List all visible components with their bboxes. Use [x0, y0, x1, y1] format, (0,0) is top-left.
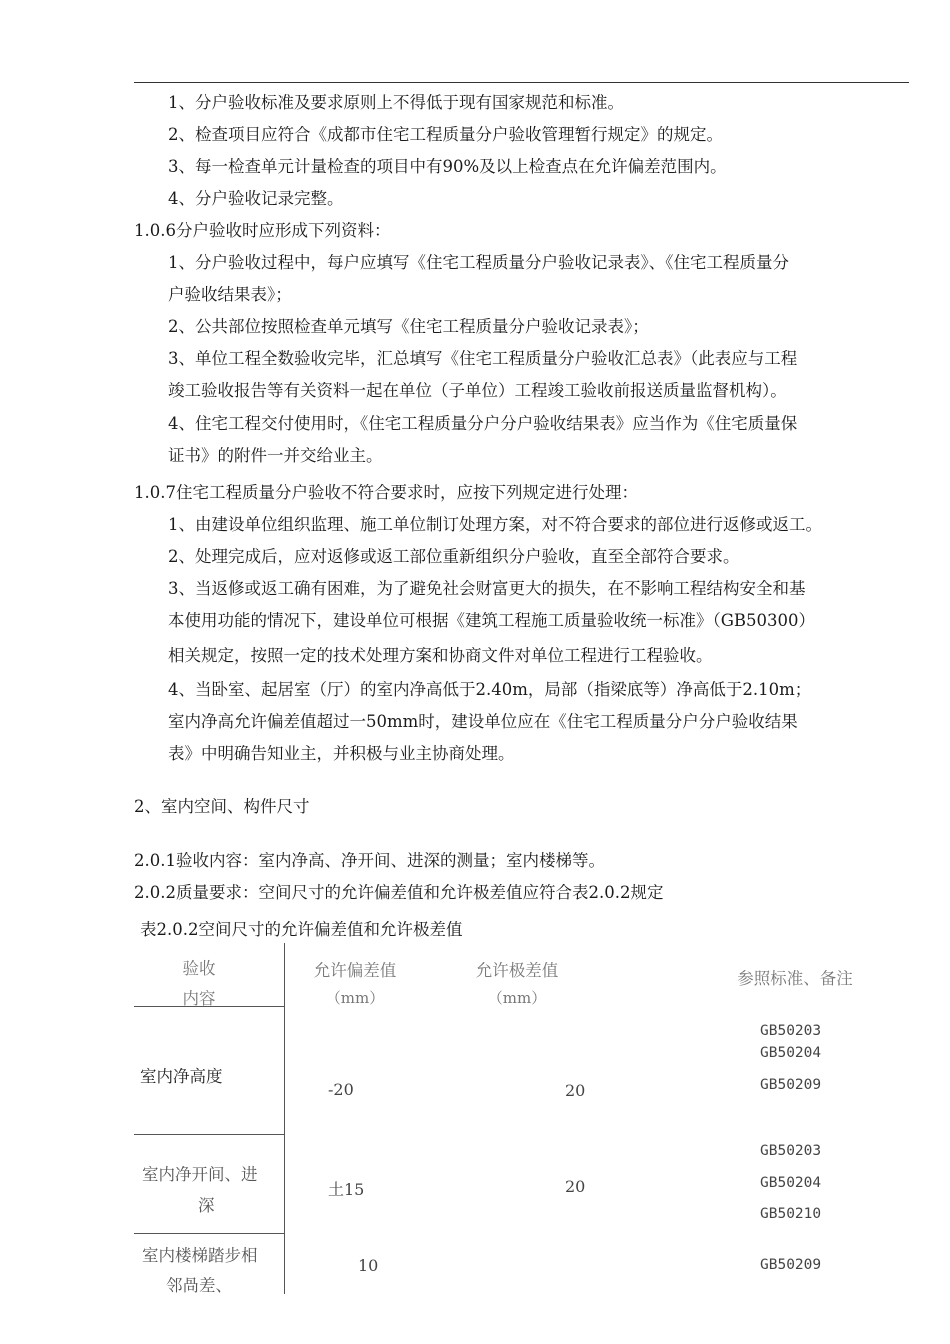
paragraph: 2、处理完成后，应对返修或返工部位重新组织分户验收，直至全部符合要求。 [168, 547, 740, 566]
table-cell-deviation: 土15 [328, 1180, 365, 1199]
paragraph: 1、分户验收标准及要求原则上不得低于现有国家规范和标准。 [168, 93, 624, 112]
paragraph: 2、检查项目应符合《成都市住宅工程质量分户验收管理暂行规定》的规定。 [168, 125, 723, 144]
paragraph: 2.0.1验收内容：室内净高、净开间、进深的测量；室内楼梯等。 [134, 851, 605, 870]
header-deviation-unit: （mm） [325, 989, 385, 1007]
section-heading: 2、室内空间、构件尺寸 [134, 797, 310, 816]
table-cell-reference: GB50209 [760, 1077, 822, 1093]
paragraph: 本使用功能的情况下，建设单位可根据《建筑工程施工质量验收统一标准》（GB50300） [168, 611, 816, 630]
table-cell-content: 室内楼梯踏步相 [142, 1246, 258, 1265]
paragraph: 竣工验收报告等有关资料一起在单位（子单位）工程竣工验收前报送质量监督机构）。 [168, 381, 787, 400]
paragraph: 户验收结果表》； [168, 285, 292, 304]
paragraph: 1、分户验收过程中，每户应填写《住宅工程质量分户验收记录表》、《住宅工程质量分 [168, 253, 789, 272]
paragraph: 证书》的附件一并交给业主。 [168, 446, 383, 465]
table-row-rule [134, 1233, 284, 1234]
table-cell-content: 深 [198, 1196, 215, 1215]
section-heading: 1.0.7住宅工程质量分户验收不符合要求时，应按下列规定进行处理： [134, 483, 638, 502]
paragraph: 室内净高允许偏差值超过一50mm时，建设单位应在《住宅工程质量分户分户验收结果 [168, 712, 798, 731]
header-range-unit: （mm） [487, 989, 547, 1007]
paragraph: 2、公共部位按照检查单元填写《住宅工程质量分户验收记录表》； [168, 317, 649, 336]
header-rule [134, 82, 909, 83]
paragraph: 4、分户验收记录完整。 [168, 189, 344, 208]
header-content-line1: 验收 [182, 959, 216, 978]
section-heading: 1.0.6分户验收时应形成下列资料： [134, 221, 391, 240]
table-cell-reference: GB50203 [760, 1143, 822, 1159]
table-cell-reference: GB50210 [760, 1206, 822, 1222]
table-cell-range: 20 [565, 1081, 586, 1100]
paragraph: 3、每一检查单元计量检查的项目中有90%及以上检查点在允许偏差范围内。 [168, 157, 727, 176]
paragraph: 1、由建设单位组织监理、施工单位制订处理方案，对不符合要求的部位进行返修或返工。 [168, 515, 822, 534]
table-cell-reference: GB50203 [760, 1023, 822, 1039]
table-cell-reference: GB50204 [760, 1045, 822, 1061]
paragraph: 4、当卧室、起居室（厅）的室内净高低于2.40m，局部（指梁底等）净高低于2.10m； [168, 680, 812, 699]
table-cell-content: 邻咼差、 [166, 1276, 232, 1295]
paragraph: 4、住宅工程交付使用时，《住宅工程质量分户分户验收结果表》应当作为《住宅质量保 [168, 414, 798, 433]
header-range: 允许极差值 [475, 961, 559, 980]
table-cell-reference: GB50204 [760, 1175, 822, 1191]
table-row-rule [134, 1134, 284, 1135]
header-content-line2: 内容 [182, 989, 216, 1008]
paragraph: 相关规定，按照一定的技术处理方案和协商文件对单位工程进行工程验收。 [168, 646, 713, 665]
table-cell-reference: GB50209 [760, 1257, 822, 1273]
paragraph: 表》中明确告知业主，并积极与业主协商处理。 [168, 744, 515, 763]
header-reference: 参照标准、备注 [737, 969, 853, 988]
paragraph: 2.0.2质量要求：空间尺寸的允许偏差值和允许极差值应符合表2.0.2规定 [134, 883, 664, 902]
table-cell-deviation: 10 [358, 1256, 379, 1275]
table-caption: 表2.0.2空间尺寸的允许偏差值和允许极差值 [140, 920, 463, 939]
table-cell-range: 20 [565, 1177, 586, 1196]
table-cell-deviation: -20 [328, 1080, 354, 1099]
table-vertical-rule [284, 943, 285, 1294]
paragraph: 3、单位工程全数验收完毕，汇总填写《住宅工程质量分户验收汇总表》（此表应与工程 [168, 349, 798, 368]
table-cell-content: 室内净开间、进 [142, 1165, 258, 1184]
table-cell-content: 室内净高度 [140, 1067, 223, 1086]
paragraph: 3、当返修或返工确有困难，为了避免社会财富更大的损失，在不影响工程结构安全和基 [168, 579, 806, 598]
header-deviation: 允许偏差值 [313, 961, 397, 980]
